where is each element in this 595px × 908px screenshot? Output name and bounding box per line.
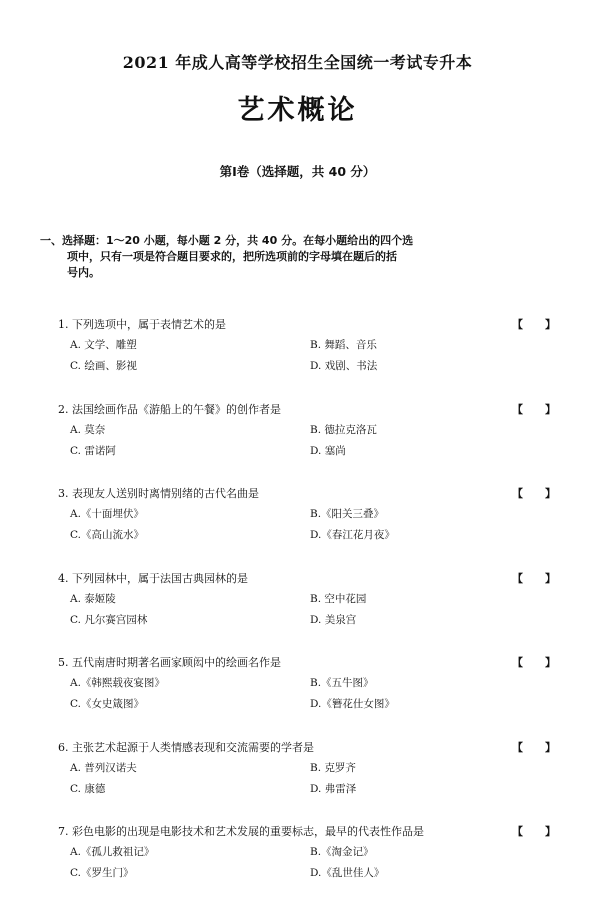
answer-bracket: 【 】 [512, 825, 556, 838]
option-b: B. 德拉克洛瓦 [310, 423, 377, 436]
option-b: B. 克罗齐 [310, 761, 356, 774]
option-b: B.《阳关三叠》 [310, 508, 385, 520]
option-c: C.《女史箴图》 [70, 698, 144, 710]
question-stem: 6. 主张艺术起源于人类情感表现和交流需要的学者是 [58, 740, 314, 754]
answer-bracket: 【 】 [512, 318, 556, 331]
option-c: C. 雷诺阿 [70, 444, 116, 457]
question-stem: 4. 下列园林中，属于法国古典园林的是 [58, 571, 248, 585]
option-d: D. 弗雷泽 [310, 782, 357, 795]
question-7 [0, 823, 595, 908]
option-c: C. 绘画、影视 [70, 360, 137, 372]
option-d: D. 美泉宫 [310, 613, 357, 626]
option-a: A.《十面埋伏》 [70, 508, 144, 520]
question-2 [0, 401, 595, 486]
answer-bracket: 【 】 [512, 402, 556, 416]
question-1 [0, 316, 595, 401]
option-c: C. 凡尔赛宫园林 [70, 613, 148, 626]
answer-bracket: 【 】 [512, 656, 556, 669]
option-d: D. 塞尚 [310, 444, 346, 457]
question-stem: 5. 五代南唐时期著名画家顾闳中的绘画名作是 [58, 656, 281, 669]
question-stem: 2. 法国绘画作品《游船上的午餐》的创作者是 [58, 402, 281, 416]
answer-bracket: 【 】 [512, 571, 556, 585]
option-d: D. 戏剧、书法 [310, 360, 378, 372]
section-instructions [40, 233, 435, 281]
option-b: B. 空中花园 [310, 592, 367, 605]
instructions-line-1: 一、选择题：1～20 小题，每小题 2 分，共 40 分。在每小题给出的四个选 [40, 234, 414, 247]
option-a: A.《孤儿救祖记》 [70, 846, 155, 858]
option-d: D.《春江花月夜》 [310, 529, 395, 541]
option-b: B.《五牛图》 [310, 677, 374, 689]
question-4 [0, 570, 595, 655]
option-a: A. 普列汉诺夫 [70, 761, 137, 774]
volume-heading: 第Ⅰ卷（选择题，共 40 分） [219, 164, 376, 179]
option-c: C. 康德 [70, 782, 106, 795]
answer-bracket: 【 】 [512, 740, 556, 754]
option-d: D.《簪花仕女图》 [310, 698, 395, 710]
exam-title: 2021 年成人高等学校招生全国统一考试专升本 [122, 53, 473, 72]
option-a: A. 泰姬陵 [70, 592, 116, 605]
answer-bracket: 【 】 [512, 487, 556, 500]
option-b: B. 舞蹈、音乐 [310, 339, 377, 351]
question-3 [0, 485, 595, 570]
option-d: D.《乱世佳人》 [310, 867, 385, 879]
instructions-line-2: 项中，只有一项是符合题目要求的，把所选项前的字母填在题后的括 [67, 250, 397, 263]
question-list [0, 316, 595, 908]
option-a: A. 文学、雕塑 [70, 339, 137, 351]
question-5 [0, 654, 595, 739]
option-a: A. 莫奈 [70, 423, 106, 436]
option-c: C.《罗生门》 [70, 867, 134, 879]
question-stem: 3. 表现友人送别时离情别绪的古代名曲是 [58, 487, 259, 500]
option-b: B.《淘金记》 [310, 846, 374, 858]
instructions-line-3: 号内。 [67, 266, 100, 279]
question-stem: 1. 下列选项中，属于表情艺术的是 [58, 318, 226, 331]
question-stem: 7. 彩色电影的出现是电影技术和艺术发展的重要标志，最早的代表性作品是 [58, 825, 424, 838]
subject-title: 艺术概论 [237, 95, 358, 126]
question-6 [0, 739, 595, 824]
option-c: C.《高山流水》 [70, 529, 144, 541]
option-a: A.《韩熙载夜宴图》 [70, 677, 165, 689]
